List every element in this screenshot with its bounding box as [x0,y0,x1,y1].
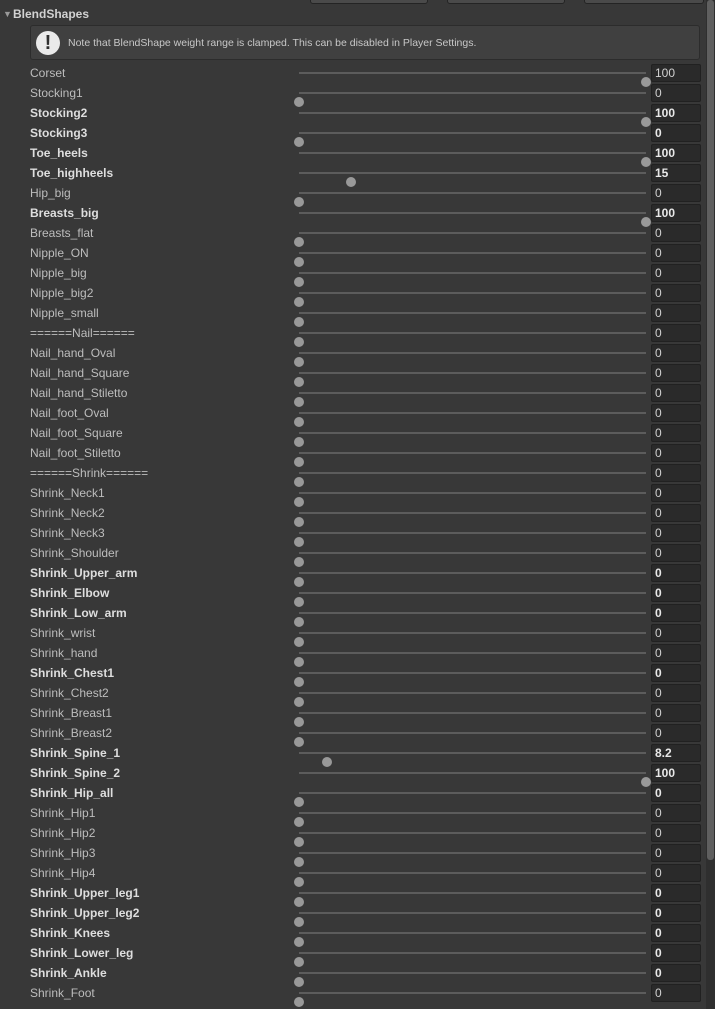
blendshape-row [0,703,706,723]
weight-slider[interactable] [299,232,646,234]
weight-slider[interactable] [299,532,646,534]
weight-value-field[interactable]: 0 [651,244,701,262]
weight-slider[interactable] [299,272,646,274]
weight-value-field[interactable]: 0 [651,624,701,642]
weight-slider[interactable] [299,672,646,674]
weight-slider[interactable] [299,72,646,74]
blendshape-label: Shrink_Neck1 [30,486,105,500]
blendshape-row [0,183,706,203]
blendshape-label: Nail_foot_Stiletto [30,446,121,460]
weight-value-field[interactable]: 15 [651,164,701,182]
weight-slider[interactable] [299,332,646,334]
weight-slider[interactable] [299,712,646,714]
weight-value-field[interactable]: 0 [651,504,701,522]
weight-value-field[interactable]: 0 [651,884,701,902]
blendshape-label: Stocking3 [30,126,88,140]
blendshape-row [0,63,706,83]
blendshape-row [0,803,706,823]
blendshape-row [0,323,706,343]
blendshape-row [0,443,706,463]
weight-value-field[interactable]: 0 [651,924,701,942]
weight-slider[interactable] [299,812,646,814]
blendshape-label: Corset [30,66,66,80]
blendshape-label: Shrink_Knees [30,926,111,940]
section-title: BlendShapes [13,7,90,21]
weight-slider[interactable] [299,92,646,94]
blendshape-row [0,363,706,383]
blendshape-row [0,483,706,503]
blendshape-row [0,83,706,103]
blendshape-row [0,123,706,143]
exclamation-icon: ! [36,31,60,55]
vertical-scrollbar[interactable] [706,0,715,1009]
weight-value-field[interactable]: 0 [651,344,701,362]
help-box [30,25,700,60]
weight-slider[interactable] [299,752,646,754]
blendshape-row [0,243,706,263]
blendshape-label: Shrink_Upper_leg1 [30,886,140,900]
blendshape-row [0,203,706,223]
blendshape-row [0,843,706,863]
blendshape-row [0,983,706,1003]
weight-slider[interactable] [299,492,646,494]
weight-slider[interactable] [299,212,646,214]
weight-slider[interactable] [299,392,646,394]
blendshape-label: Shrink_Lower_leg [30,946,134,960]
weight-slider[interactable] [299,112,646,114]
weight-value-field[interactable]: 0 [651,904,701,922]
foldout-arrow-icon[interactable]: ▼ [3,9,12,19]
blendshape-label: Toe_highheels [30,166,114,180]
weight-value-field[interactable]: 0 [651,124,701,142]
blendshape-label: Nipple_small [30,306,99,320]
weight-value-field[interactable]: 0 [651,564,701,582]
blendshape-row [0,903,706,923]
blendshape-label: Shrink_Spine_2 [30,766,121,780]
weight-value-field[interactable]: 0 [651,844,701,862]
weight-slider[interactable] [299,972,646,974]
blendshape-label: Nail_hand_Square [30,366,130,380]
blendshape-row [0,603,706,623]
blendshape-label: Shrink_Chest2 [30,686,109,700]
blendshapes-foldout-header[interactable] [0,4,706,24]
blendshape-row [0,383,706,403]
blendshape-label: Stocking1 [30,86,83,100]
weight-slider[interactable] [299,312,646,314]
blendshape-row [0,583,706,603]
blendshape-label: Shrink_Ankle [30,966,107,980]
weight-slider[interactable] [299,452,646,454]
weight-slider[interactable] [299,772,646,774]
blendshape-label: Shrink_Chest1 [30,666,115,680]
blendshape-row [0,883,706,903]
weight-value-field[interactable]: 8.2 [651,744,701,762]
blendshape-label: Shrink_Breast2 [30,726,113,740]
weight-value-field[interactable]: 0 [651,584,701,602]
weight-value-field[interactable]: 0 [651,544,701,562]
weight-slider[interactable] [299,132,646,134]
blendshape-row [0,343,706,363]
blendshape-row [0,963,706,983]
weight-slider[interactable] [299,252,646,254]
blendshape-row [0,263,706,283]
blendshape-label: Shrink_Neck2 [30,506,105,520]
weight-value-field[interactable]: 0 [651,324,701,342]
blendshape-row [0,283,706,303]
blendshape-label: Shrink_Spine_1 [30,746,121,760]
weight-slider[interactable] [299,192,646,194]
weight-slider[interactable] [299,692,646,694]
weight-slider[interactable] [299,952,646,954]
weight-value-field[interactable]: 100 [651,64,701,82]
weight-slider[interactable] [299,292,646,294]
weight-value-field[interactable]: 0 [651,84,701,102]
blendshape-row [0,723,706,743]
weight-slider[interactable] [299,592,646,594]
blendshape-label: ======Nail====== [30,326,135,340]
weight-value-field[interactable]: 0 [651,984,701,1002]
weight-slider[interactable] [299,892,646,894]
weight-slider[interactable] [299,612,646,614]
weight-slider[interactable] [299,852,646,854]
weight-value-field[interactable]: 0 [651,784,701,802]
blendshape-row [0,943,706,963]
weight-value-field[interactable]: 0 [651,384,701,402]
blendshape-label: Breasts_big [30,206,99,220]
blendshape-row [0,683,706,703]
blendshape-row [0,823,706,843]
blendshape-label: Nipple_big [30,266,87,280]
weight-value-field[interactable]: 0 [651,664,701,682]
blendshape-label: Shrink_hand [30,646,98,660]
blendshape-label: Breasts_flat [30,226,94,240]
weight-value-field[interactable]: 0 [651,404,701,422]
weight-slider[interactable] [299,372,646,374]
blendshape-row [0,783,706,803]
blendshape-label: Shrink_Hip3 [30,846,96,860]
weight-value-field[interactable]: 0 [651,284,701,302]
weight-value-field[interactable]: 100 [651,204,701,222]
blendshape-row [0,463,706,483]
blendshape-row [0,223,706,243]
blendshape-row [0,143,706,163]
weight-slider[interactable] [299,932,646,934]
blendshape-label: Stocking2 [30,106,88,120]
weight-slider[interactable] [299,512,646,514]
weight-slider[interactable] [299,152,646,154]
weight-value-field[interactable]: 0 [651,364,701,382]
blendshape-row [0,163,706,183]
blendshape-label: Shrink_Neck3 [30,526,105,540]
weight-value-field[interactable]: 0 [651,224,701,242]
scrollbar-thumb[interactable] [707,0,714,860]
blendshape-row [0,103,706,123]
weight-slider[interactable] [299,352,646,354]
blendshape-label: Shrink_Hip_all [30,786,114,800]
weight-slider[interactable] [299,792,646,794]
blendshape-row [0,503,706,523]
weight-slider[interactable] [299,872,646,874]
weight-value-field[interactable]: 0 [651,484,701,502]
blendshape-label: Shrink_Elbow [30,586,110,600]
weight-value-field[interactable]: 100 [651,144,701,162]
weight-value-field[interactable]: 0 [651,724,701,742]
slider-thumb[interactable] [294,997,304,1007]
blendshape-row [0,923,706,943]
weight-value-field[interactable]: 0 [651,424,701,442]
blendshape-label: Shrink_Breast1 [30,706,113,720]
blendshape-label: Shrink_Hip4 [30,866,96,880]
blendshape-row [0,523,706,543]
blendshape-label: Nail_foot_Square [30,426,123,440]
blendshape-label: Shrink_Hip1 [30,806,96,820]
blendshape-label: Nail_foot_Oval [30,406,109,420]
blendshape-row [0,543,706,563]
blendshape-row [0,563,706,583]
blendshape-label: Shrink_Shoulder [30,546,119,560]
blendshape-label: Nipple_big2 [30,286,94,300]
help-text: Note that BlendShape weight range is clamped. This can be disabled in Player Settings. [68,36,477,49]
blendshape-row [0,403,706,423]
weight-value-field[interactable]: 0 [651,804,701,822]
weight-value-field[interactable]: 0 [651,824,701,842]
blendshape-row [0,763,706,783]
weight-value-field[interactable]: 0 [651,684,701,702]
blendshape-row [0,643,706,663]
weight-value-field[interactable]: 0 [651,464,701,482]
blendshape-label: ======Shrink====== [30,466,149,480]
weight-slider[interactable] [299,472,646,474]
blendshape-label: Nail_hand_Stiletto [30,386,128,400]
blendshape-row [0,863,706,883]
weight-value-field[interactable]: 0 [651,444,701,462]
weight-value-field[interactable]: 0 [651,524,701,542]
weight-value-field[interactable]: 100 [651,764,701,782]
blendshape-label: Toe_heels [30,146,88,160]
blendshape-label: Shrink_Low_arm [30,606,127,620]
weight-value-field[interactable]: 0 [651,704,701,722]
weight-value-field[interactable]: 0 [651,944,701,962]
weight-slider[interactable] [299,912,646,914]
weight-slider[interactable] [299,552,646,554]
weight-value-field[interactable]: 0 [651,264,701,282]
weight-value-field[interactable]: 0 [651,644,701,662]
weight-slider[interactable] [299,732,646,734]
blendshape-label: Shrink_wrist [30,626,96,640]
weight-slider[interactable] [299,412,646,414]
weight-value-field[interactable]: 0 [651,304,701,322]
weight-value-field[interactable]: 0 [651,864,701,882]
weight-slider[interactable] [299,652,646,654]
weight-value-field[interactable]: 0 [651,184,701,202]
blendshape-row [0,623,706,643]
blendshape-label: Shrink_Upper_arm [30,566,138,580]
blendshape-label: Shrink_Upper_leg2 [30,906,140,920]
blendshape-label: Nail_hand_Oval [30,346,116,360]
blendshape-row [0,663,706,683]
weight-slider[interactable] [299,832,646,834]
blendshape-row [0,423,706,443]
blendshape-label: Nipple_ON [30,246,89,260]
weight-value-field[interactable]: 0 [651,964,701,982]
weight-slider[interactable] [299,632,646,634]
weight-slider[interactable] [299,992,646,994]
weight-value-field[interactable]: 100 [651,104,701,122]
weight-slider[interactable] [299,572,646,574]
weight-slider[interactable] [299,432,646,434]
blendshape-row [0,743,706,763]
blendshape-list [0,63,706,1003]
blendshape-label: Hip_big [30,186,71,200]
weight-value-field[interactable]: 0 [651,604,701,622]
blendshape-row [0,303,706,323]
weight-slider[interactable] [299,172,646,174]
blendshape-label: Shrink_Foot [30,986,95,1000]
blendshape-label: Shrink_Hip2 [30,826,96,840]
